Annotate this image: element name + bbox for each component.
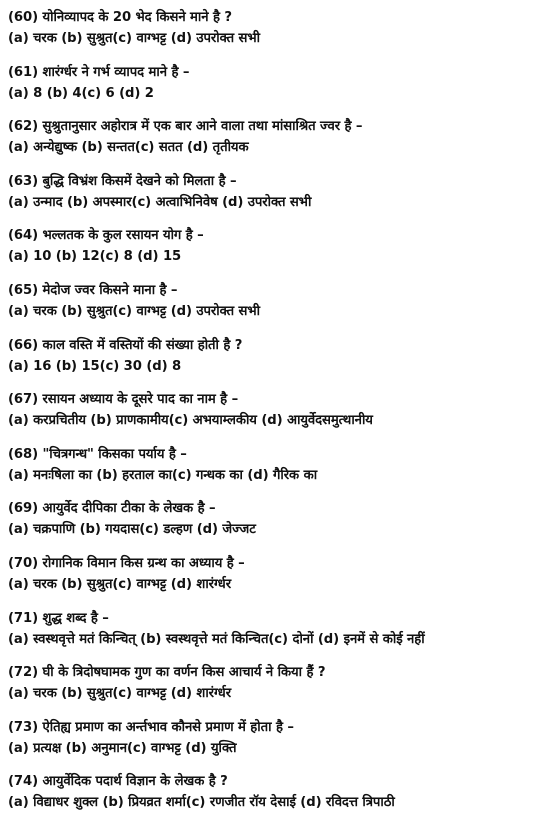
question-item: [8, 172, 538, 227]
question-text: (68) "चित्रगन्ध" किसका पर्याय है –: [8, 446, 187, 462]
question-item: [8, 390, 538, 445]
question-text: (71) शुद्ध शब्द है –: [8, 610, 109, 626]
answer-options: (a) करप्रचितीय (b) प्राणकामीय(c) अभयाम्लकीय (d) आयुर्वेदसमुत्थानीय: [8, 413, 373, 429]
question-item: [8, 117, 538, 172]
question-list: [8, 8, 538, 827]
question-text: (66) काल वस्ति में वस्तियों की संख्या होती है ?: [8, 337, 243, 353]
question-text: (65) मेदोज ज्वर किसने माना है –: [8, 282, 178, 298]
answer-options: (a) 10 (b) 12(c) 8 (d) 15: [8, 249, 182, 265]
question-item: [8, 499, 538, 554]
question-text: (64) भल्लतक के कुल रसायन योग है –: [8, 228, 204, 244]
question-text: (61) शारंर्ग्धर ने गर्भ व्यापद माने है –: [8, 64, 190, 80]
question-item: [8, 718, 538, 773]
question-item: [8, 445, 538, 500]
answer-options: (a) चरक (b) सुश्रुत(c) वाग्भट्ट (d) उपरोक्त सभी: [8, 303, 260, 319]
question-text: (60) योनिव्यापद के 20 भेद किसने माने है ?: [8, 10, 232, 25]
answer-options: (a) 8 (b) 4(c) 6 (d) 2: [8, 85, 154, 101]
question-item: [8, 663, 538, 718]
question-item: [8, 336, 538, 391]
answer-options: (a) चक्रपाणि (b) गयदास(c) डल्हण (d) जेज्जट: [8, 522, 256, 538]
question-item: [8, 554, 538, 609]
question-text: (62) सुश्रुतानुसार अहोरात्र में एक बार आने वाला तथा मांसाश्रित ज्वर है –: [8, 119, 363, 135]
question-text: (72) घी के त्रिदोषघामक गुण का वर्णन किस आचार्य ने किया हैं ?: [8, 665, 326, 681]
question-item: [8, 609, 538, 664]
answer-options: (a) चरक (b) सुश्रुत(c) वाग्भट्ट (d) उपरोक्त सभी: [8, 31, 260, 46]
question-item: [8, 281, 538, 336]
question-text: (63) बुद्धि विभ्रंश किसमें देखने को मिलता है –: [8, 173, 237, 189]
question-item: [8, 8, 538, 63]
answer-options: (a) अन्येद्युष्क (b) सन्तत(c) सतत (d) तृतीयक: [8, 140, 249, 156]
question-text: (70) रोगानिक विमान किस ग्रन्थ का अध्याय है –: [8, 555, 245, 571]
answer-options: (a) चरक (b) सुश्रुत(c) वाग्भट्ट (d) शारंर्ग्धर: [8, 686, 231, 702]
question-text: (74) आयुर्वेदिक पदार्थ विज्ञान के लेखक है ?: [8, 774, 228, 790]
question-text: (73) ऐतिह्य प्रमाण का अर्न्तभाव कौनसे प्रमाण में होता है –: [8, 719, 294, 735]
question-item: [8, 63, 538, 118]
answer-options: (a) प्रत्यक्ष (b) अनुमान(c) वाग्भट्ट (d) युक्ति: [8, 740, 237, 756]
question-item: [8, 772, 538, 827]
answer-options: (a) चरक (b) सुश्रुत(c) वाग्भट्ट (d) शारंर्ग्धर: [8, 576, 231, 592]
question-text: (67) रसायन अध्याय के दूसरे पाद का नाम है –: [8, 392, 239, 408]
question-text: (69) आयुर्वेद दीपिका टीका के लेखक है –: [8, 501, 216, 517]
answer-options: (a) विद्याधर शुक्ल (b) प्रियव्रत शर्मा(c) रणजीत रॉय देसाई (d) रविदत्त त्रिपाठी: [8, 795, 395, 811]
answer-options: (a) उन्माद (b) अपस्मार(c) अत्वाभिनिवेष (d) उपरोक्त सभी: [8, 194, 312, 210]
question-item: [8, 226, 538, 281]
answer-options: (a) 16 (b) 15(c) 30 (d) 8: [8, 358, 182, 374]
answer-options: (a) स्वस्थवृत्ते मतं किन्चित् (b) स्वस्थवृत्ते मतं किन्चित(c) दोनों (d) इनमें से कोई नहीं: [8, 631, 425, 647]
answer-options: (a) मनःषिला का (b) हरताल का(c) गन्धक का (d) गैरिक का: [8, 467, 318, 483]
